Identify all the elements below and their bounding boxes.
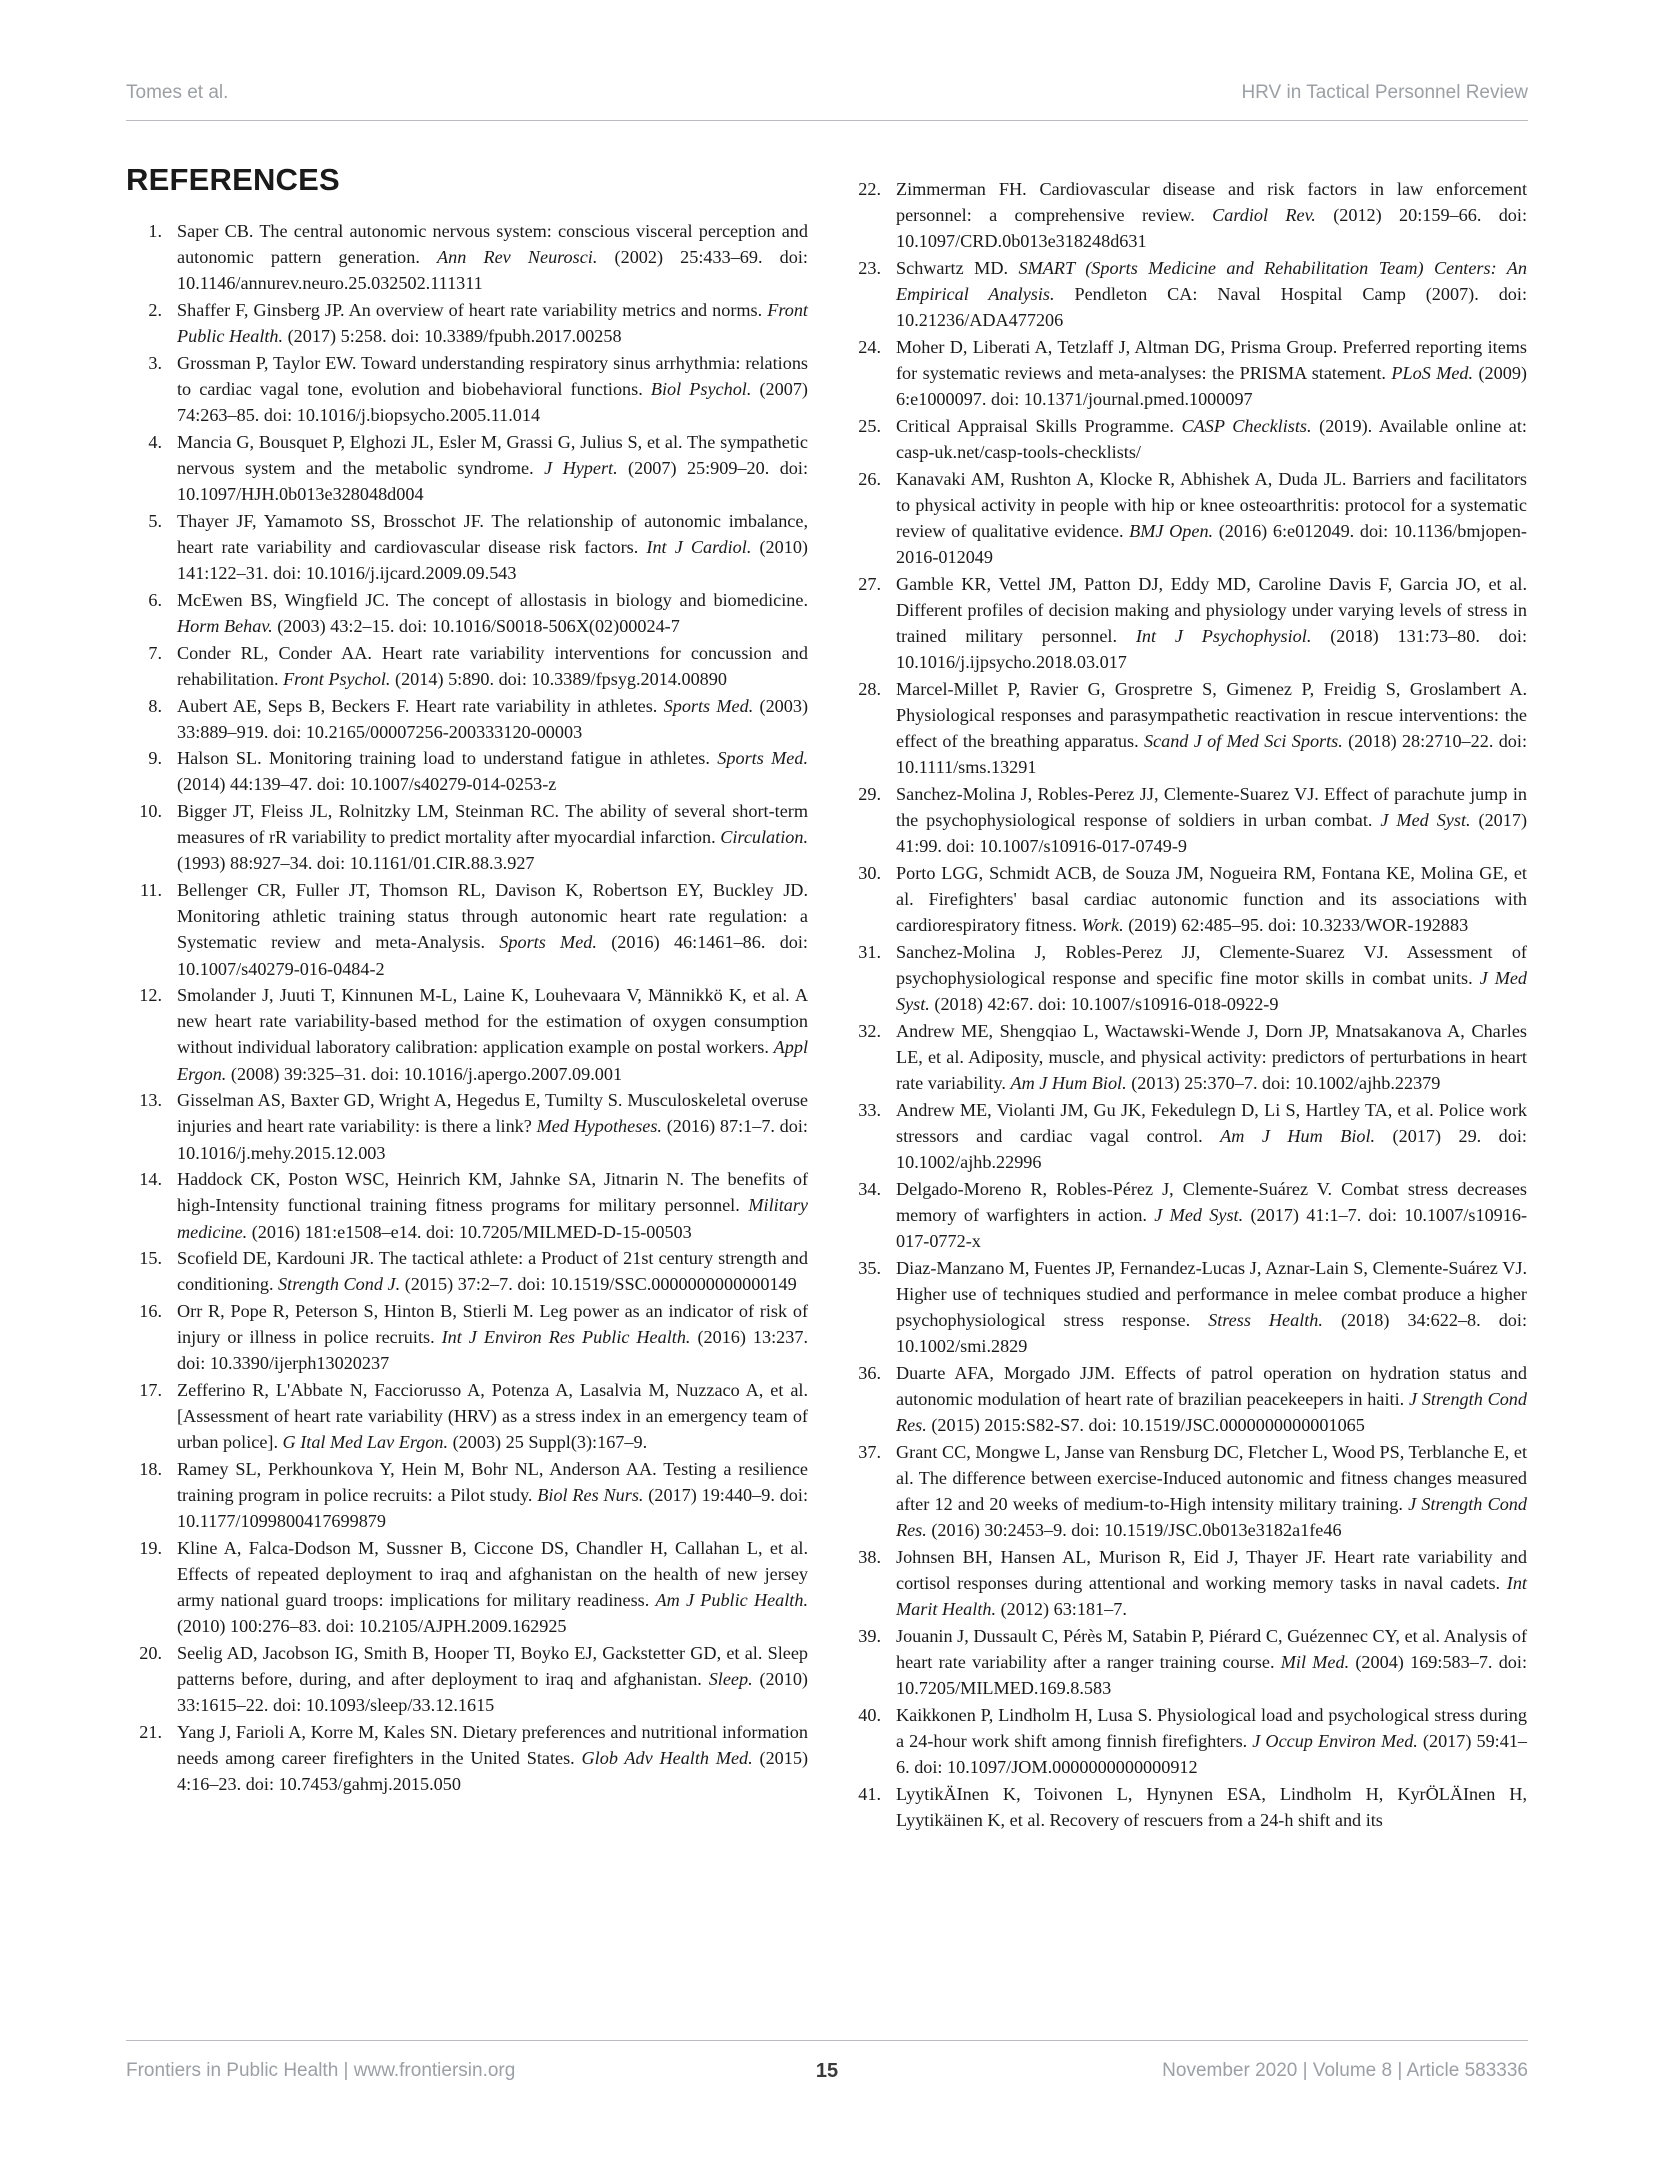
- reference-item: [126, 587, 808, 639]
- reference-item: [845, 676, 1527, 780]
- reference-journal: J Med Syst.: [896, 968, 1528, 1015]
- reference-number: 28.: [858, 678, 881, 699]
- header-authors: Tomes et al.: [126, 82, 229, 103]
- reference-body: Sanchez-Molina J, Robles-Perez JJ, Clemente-Suarez VJ. Effect of parachute jump in the psychophysiological response of soldiers in urban combat.: [896, 783, 1527, 831]
- reference-text: [896, 1176, 1527, 1254]
- reference-item: [845, 1623, 1527, 1701]
- reference-item: [126, 640, 808, 692]
- reference-details: (2017) 5:258. doi: 10.3389/fpubh.2017.00258: [283, 326, 622, 347]
- reference-item: [845, 1781, 1527, 1833]
- reference-details: (2004) 169:583–7. doi: 10.7205/MILMED.169.8.583: [896, 1651, 1527, 1699]
- reference-body: Schwartz MD.: [896, 257, 1019, 278]
- reference-journal: Sleep.: [708, 1669, 753, 1690]
- reference-item: [845, 1176, 1527, 1254]
- reference-body: Scofield DE, Kardouni JR. The tactical athlete: a Product of 21st century strength and conditioning.: [177, 1248, 808, 1295]
- reference-item: [845, 255, 1527, 333]
- reference-item: [845, 939, 1527, 1017]
- reference-number: 18.: [139, 1459, 162, 1480]
- reference-item: [126, 693, 808, 745]
- reference-number: 29.: [858, 783, 881, 804]
- reference-text: [177, 218, 808, 296]
- reference-number: 35.: [858, 1257, 881, 1278]
- reference-journal: Horm Behav.: [177, 615, 273, 636]
- reference-item: [845, 1544, 1527, 1622]
- reference-details: (2012) 20:159–66. doi: 10.1097/CRD.0b013e318248d631: [896, 205, 1528, 252]
- reference-item: [126, 429, 808, 507]
- reference-body: Porto LGG, Schmidt ACB, de Souza JM, Nogueira RM, Fontana KE, Molina GE, et al. Firefighters' basal cardiac autonomic function and its associations with cardiorespiratory fitness.: [896, 862, 1527, 936]
- reference-item: [845, 1255, 1527, 1359]
- running-footer: [126, 2056, 1528, 2086]
- reference-details: (2010) 100:276–83. doi: 10.2105/AJPH.2009.162925: [177, 1616, 567, 1637]
- reference-journal: J Occup Environ Med.: [1252, 1730, 1418, 1751]
- reference-journal: Am J Hum Biol.: [1220, 1125, 1376, 1146]
- reference-text: [177, 745, 808, 797]
- page-number: 15: [815, 2059, 839, 2082]
- reference-details: (2007) 74:263–85. doi: 10.1016/j.biopsycho.2005.11.014: [177, 378, 808, 426]
- reference-text: [177, 798, 808, 876]
- reference-journal: Front Public Health.: [177, 299, 808, 347]
- reference-details: (2012) 63:181–7.: [996, 1599, 1127, 1620]
- reference-journal: Appl Ergon.: [177, 1037, 808, 1084]
- reference-number: 14.: [139, 1169, 162, 1190]
- reference-item: [845, 466, 1527, 570]
- reference-text: [896, 176, 1527, 254]
- reference-item: [845, 1439, 1527, 1543]
- reference-text: [896, 1097, 1527, 1175]
- reference-body: Kanavaki AM, Rushton A, Klocke R, Abhishek A, Duda JL. Barriers and facilitators to physical activity in people with hip or knee osteoarthritis: protocol for a systematic review of qualitative evidence.: [896, 468, 1527, 541]
- reference-item: [126, 1377, 808, 1455]
- reference-body: Duarte AFA, Morgado JJM. Effects of patrol operation on hydration status and autonomic modulation of heart rate of brazilian peacekeepers in haiti.: [896, 1362, 1527, 1409]
- reference-body: Seelig AD, Jacobson IG, Smith B, Hooper TI, Boyko EJ, Gackstetter GD, et al. Sleep patterns before, during, and after deployment to iraq and afghanistan.: [177, 1643, 808, 1690]
- reference-text: [896, 1544, 1527, 1622]
- reference-journal: Work.: [1081, 915, 1124, 936]
- reference-text: [896, 1255, 1527, 1359]
- reference-item: [126, 1535, 808, 1639]
- reference-details: (2007) 25:909–20. doi: 10.1097/HJH.0b013e328048d004: [177, 457, 809, 504]
- reference-number: 39.: [858, 1625, 881, 1646]
- reference-journal: Am J Public Health.: [655, 1590, 808, 1611]
- reference-number: 15.: [139, 1248, 162, 1269]
- reference-number: 41.: [858, 1783, 881, 1804]
- reference-item: [126, 798, 808, 876]
- reference-details: (2015) 37:2–7. doi: 10.1519/SSC.0000000000000149: [400, 1274, 797, 1295]
- reference-body: Aubert AE, Seps B, Beckers F. Heart rate variability in athletes.: [177, 695, 664, 716]
- reference-number: 6.: [148, 589, 162, 610]
- reference-number: 32.: [858, 1020, 881, 1041]
- reference-journal: J Strength Cond Res.: [896, 1388, 1527, 1436]
- reference-journal: G Ital Med Lav Ergon.: [282, 1432, 449, 1453]
- reference-details: (2017) 19:440–9. doi: 10.1177/1099800417699879: [177, 1485, 809, 1532]
- reference-number: 1.: [148, 221, 162, 241]
- reference-details: (2003) 33:889–919. doi: 10.2165/00007256-200333120-00003: [177, 695, 808, 742]
- reference-details: (2003) 43:2–15. doi: 10.1016/S0018-506X(02)00024-7: [272, 615, 680, 636]
- reference-details: (2018) 28:2710–22. doi: 10.1111/sms.13291: [896, 731, 1528, 778]
- reference-item: [126, 745, 808, 797]
- header-rule: [126, 120, 1528, 121]
- reference-body: Moher D, Liberati A, Tetzlaff J, Altman DG, Prisma Group. Preferred reporting items for systematic reviews and meta-analyses: the PRISMA statement.: [896, 336, 1527, 384]
- reference-item: [126, 1087, 808, 1165]
- reference-number: 16.: [139, 1301, 162, 1322]
- reference-item: [845, 1018, 1527, 1096]
- reference-journal: Am J Hum Biol.: [1010, 1073, 1127, 1094]
- reference-text: [896, 1018, 1527, 1096]
- reference-item: [845, 334, 1527, 412]
- reference-text: [896, 781, 1527, 859]
- reference-body: McEwen BS, Wingfield JC. The concept of allostasis in biology and biomedicine.: [177, 589, 808, 610]
- reference-text: [896, 466, 1527, 570]
- section-title: REFERENCES: [126, 162, 340, 197]
- running-header: [126, 78, 1528, 108]
- reference-text: [177, 1719, 808, 1797]
- reference-body: Shaffer F, Ginsberg JP. An overview of heart rate variability metrics and norms.: [177, 299, 768, 320]
- references-column-right: [845, 176, 1527, 1834]
- reference-item: [845, 1097, 1527, 1175]
- reference-item: [845, 176, 1527, 254]
- reference-body: Conder RL, Conder AA. Heart rate variability interventions for concussion and rehabilitation.: [177, 642, 808, 689]
- reference-journal: Int Marit Health.: [896, 1572, 1527, 1620]
- reference-details: (2019) 62:485–95. doi: 10.3233/WOR-192883: [1123, 915, 1469, 936]
- reference-body: Zefferino R, L'Abbate N, Facciorusso A, Potenza A, Lasalvia M, Nuzzaco A, et al. [Assessment of heart rate variability (HRV) as a stress index in an emergency team of urban police].: [177, 1380, 808, 1453]
- reference-number: 11.: [139, 880, 162, 901]
- reference-item: [845, 781, 1527, 859]
- footer-journal: Frontiers in Public Health | www.frontiersin.org: [126, 2060, 516, 2081]
- reference-details: (1993) 88:927–34. doi: 10.1161/01.CIR.88.3.927: [177, 853, 535, 874]
- reference-body: Sanchez-Molina J, Robles-Perez JJ, Clemente-Suarez VJ. Assessment of psychophysiological response and specific fine motor skills in combat units.: [896, 941, 1527, 988]
- reference-body: Grant CC, Mongwe L, Janse van Rensburg DC, Fletcher L, Wood PS, Terblanche E, et al. The difference between exercise-Induced autonomic and fitness changes measured after 12 and 20 weeks of medium-to-High intensity military training.: [896, 1441, 1527, 1514]
- reference-text: [177, 429, 808, 507]
- reference-details: (2013) 25:370–7. doi: 10.1002/ajhb.22379: [1126, 1073, 1441, 1094]
- reference-text: [177, 693, 808, 745]
- reference-number: 38.: [858, 1546, 881, 1567]
- header-short-title: HRV in Tactical Personnel Review: [1241, 82, 1528, 103]
- reference-text: [177, 587, 808, 639]
- reference-number: 34.: [858, 1178, 881, 1199]
- reference-number: 40.: [858, 1704, 881, 1725]
- reference-body: Haddock CK, Poston WSC, Heinrich KM, Jahnke SA, Jitnarin N. The benefits of high-Intensity functional training fitness programs for military personnel.: [177, 1169, 808, 1216]
- reference-details: (2016) 30:2453–9. doi: 10.1519/JSC.0b013e3182a1fe46: [926, 1520, 1342, 1541]
- reference-number: 19.: [139, 1538, 162, 1559]
- reference-text: [896, 413, 1527, 465]
- reference-number: 13.: [139, 1090, 162, 1111]
- reference-item: [845, 1360, 1527, 1438]
- reference-details: (2019). Available online at: casp-uk.net/casp-tools-checklists/: [896, 415, 1527, 462]
- reference-body: Marcel-Millet P, Ravier G, Grospretre S, Gimenez P, Freidig S, Groslambert A. Physiological responses and parasympathetic reactivation in rescue interventions: the effect of the breathing apparatus.: [896, 678, 1527, 752]
- reference-text: [896, 334, 1527, 412]
- reference-text: [177, 640, 808, 692]
- reference-body: Delgado-Moreno R, Robles-Pérez J, Clemente-Suárez V. Combat stress decreases memory of warfighters in action.: [896, 1178, 1527, 1225]
- reference-details: (2018) 34:622–8. doi: 10.1002/smi.2829: [896, 1309, 1527, 1357]
- reference-details: (2010) 141:122–31. doi: 10.1016/j.ijcard.2009.09.543: [177, 536, 808, 583]
- reference-journal: Strength Cond J.: [278, 1274, 401, 1295]
- reference-item: [126, 218, 808, 296]
- reference-journal: Biol Res Nurs.: [537, 1485, 644, 1506]
- reference-body: LyytikÄInen K, Toivonen L, Hynynen ESA, Lindholm H, KyrÖLÄInen H, Lyytikäinen K, et al. Recovery of rescuers from a 24-h shift and its: [896, 1783, 1527, 1830]
- reference-number: 3.: [148, 352, 162, 373]
- reference-body: Diaz-Manzano M, Fuentes JP, Fernandez-Lucas J, Aznar-Lain S, Clemente-Suárez VJ. Higher use of techniques studied and performance in melee combat produce a higher psychophysiological stress response.: [896, 1257, 1527, 1330]
- reference-details: (2015) 4:16–23. doi: 10.7453/gahmj.2015.050: [177, 1748, 808, 1795]
- reference-journal: SMART (Sports Medicine and Rehabilitation Team) Centers: An Empirical Analysis.: [896, 257, 1527, 305]
- reference-journal: CASP Checklists.: [1181, 415, 1312, 436]
- reference-item: [845, 413, 1527, 465]
- reference-journal: Med Hypotheses.: [536, 1116, 662, 1137]
- reference-body: Andrew ME, Violanti JM, Gu JK, Fekedulegn D, Li S, Hartley TA, et al. Police work stressors and cardiac vagal control.: [896, 1099, 1527, 1146]
- reference-journal: Glob Adv Health Med.: [581, 1748, 753, 1769]
- reference-item: [126, 982, 808, 1086]
- reference-details: (2008) 39:325–31. doi: 10.1016/j.apergo.2007.09.001: [226, 1063, 623, 1084]
- reference-number: 10.: [139, 801, 162, 822]
- reference-text: [896, 1360, 1527, 1438]
- reference-details: (2017) 59:41–6. doi: 10.1097/JOM.0000000000000912: [896, 1730, 1528, 1777]
- reference-journal: Ann Rev Neurosci.: [437, 247, 598, 268]
- reference-journal: BMJ Open.: [1129, 520, 1214, 541]
- reference-number: 5.: [148, 510, 162, 531]
- reference-journal: Sports Med.: [499, 932, 597, 953]
- reference-number: 36.: [858, 1362, 881, 1383]
- reference-item: [845, 1702, 1527, 1780]
- reference-journal: J Hypert.: [544, 457, 618, 478]
- reference-journal: PLoS Med.: [1391, 363, 1474, 384]
- reference-number: 30.: [858, 862, 881, 883]
- reference-body: Halson SL. Monitoring training load to understand fatigue in athletes.: [177, 748, 718, 769]
- reference-journal: J Med Syst.: [1380, 810, 1471, 831]
- reference-body: Mancia G, Bousquet P, Elghozi JL, Esler M, Grassi G, Julius S, et al. The sympathetic nervous system and the metabolic syndrome.: [177, 431, 808, 478]
- reference-body: Smolander J, Juuti T, Kinnunen M-L, Laine K, Louhevaara V, Männikkö K, et al. A new heart rate variability-based method for the estimation of oxygen consumption without individual laboratory calibration: application example on postal workers.: [177, 985, 808, 1058]
- reference-number: 22.: [858, 179, 881, 199]
- reference-number: 4.: [148, 431, 162, 452]
- reference-body: Bigger JT, Fleiss JL, Rolnitzky LM, Steinman RC. The ability of several short-term measures of rR variability to predict mortality after myocardial infarction.: [177, 801, 808, 848]
- reference-journal: Mil Med.: [1280, 1651, 1350, 1672]
- reference-number: 27.: [858, 573, 881, 594]
- reference-text: [177, 297, 808, 349]
- reference-item: [126, 1245, 808, 1297]
- reference-body: Andrew ME, Shengqiao L, Wactawski-Wende J, Dorn JP, Mnatsakanova A, Charles LE, et al. Adiposity, muscle, and physical activity: predictors of perturbations in heart rate variability.: [896, 1020, 1527, 1094]
- reference-journal: Biol Psychol.: [650, 378, 752, 399]
- reference-body: Bellenger CR, Fuller JT, Thomson RL, Davison K, Robertson EY, Buckley JD. Monitoring athletic training status through autonomic heart rate regulation: a Systematic review and meta-Analysis.: [177, 880, 808, 953]
- reference-item: [126, 1719, 808, 1797]
- reference-number: 17.: [139, 1380, 162, 1401]
- reference-details: (2015) 2015:S82-S7. doi: 10.1519/JSC.0000000000001065: [926, 1415, 1365, 1436]
- reference-text: [896, 255, 1527, 333]
- reference-details: (2017) 29. doi: 10.1002/ajhb.22996: [896, 1125, 1527, 1173]
- reference-number: 7.: [148, 642, 162, 663]
- reference-journal: Int J Cardiol.: [646, 536, 752, 557]
- reference-details: (2017) 41:99. doi: 10.1007/s10916-017-0749-9: [896, 810, 1528, 857]
- reference-number: 9.: [148, 748, 162, 769]
- reference-journal: Front Psychol.: [283, 668, 391, 689]
- reference-details: (2003) 25 Suppl(3):167–9.: [448, 1432, 648, 1453]
- reference-text: [177, 1298, 808, 1376]
- reference-body: Kline A, Falca-Dodson M, Sussner B, Ciccone DS, Chandler H, Callahan L, et al. Effects of repeated deployment to iraq and afghanistan on the health of new jersey army national guard troops: implications for military readiness.: [177, 1538, 808, 1611]
- reference-details: (2016) 87:1–7. doi: 10.1016/j.mehy.2015.12.003: [177, 1116, 808, 1163]
- reference-body: Johnsen BH, Hansen AL, Murison R, Eid J, Thayer JF. Heart rate variability and cortisol responses during attentional and working memory tasks in naval cadets.: [896, 1546, 1527, 1593]
- references-column-left: [126, 218, 808, 1798]
- reference-text: [177, 1456, 808, 1534]
- reference-details: (2017) 41:1–7. doi: 10.1007/s10916-017-0772-x: [896, 1204, 1528, 1251]
- reference-details: (2016) 181:e1508–e14. doi: 10.7205/MILMED-D-15-00503: [247, 1221, 692, 1242]
- reference-text: [896, 860, 1527, 938]
- reference-text: [896, 1781, 1527, 1833]
- reference-details: (2016) 46:1461–86. doi: 10.1007/s40279-016-0484-2: [177, 932, 808, 979]
- reference-body: Kaikkonen P, Lindholm H, Lusa S. Physiological load and psychological stress during a 24-hour work shift among finnish firefighters.: [896, 1704, 1527, 1751]
- reference-details: (2016) 13:237. doi: 10.3390/ijerph13020237: [177, 1327, 808, 1374]
- reference-number: 23.: [858, 257, 881, 278]
- reference-journal: Int J Psychophysiol.: [1135, 626, 1312, 647]
- reference-text: [177, 877, 808, 981]
- reference-item: [126, 877, 808, 981]
- reference-journal: Scand J of Med Sci Sports.: [1143, 731, 1343, 752]
- reference-details: (2018) 42:67. doi: 10.1007/s10916-018-0922-9: [929, 994, 1279, 1015]
- reference-text: [896, 1439, 1527, 1543]
- reference-text: [177, 1087, 808, 1165]
- reference-body: Saper CB. The central autonomic nervous system: conscious visceral perception and autonomic pattern generation.: [177, 221, 808, 268]
- reference-text: [896, 1623, 1527, 1701]
- reference-item: [845, 860, 1527, 938]
- reference-details: (2016) 6:e012049. doi: 10.1136/bmjopen-2016-012049: [896, 520, 1527, 568]
- reference-number: 20.: [139, 1643, 162, 1664]
- reference-journal: Cardiol Rev.: [1212, 205, 1316, 226]
- reference-journal: Military medicine.: [177, 1195, 808, 1242]
- reference-body: Gamble KR, Vettel JM, Patton DJ, Eddy MD, Caroline Davis F, Garcia JO, et al. Different profiles of decision making and physiology under varying levels of stress in trained military personnel.: [896, 573, 1527, 647]
- reference-text: [177, 508, 808, 586]
- reference-details: (2002) 25:433–69. doi: 10.1146/annurev.neuro.25.032502.111311: [177, 247, 808, 294]
- reference-journal: J Med Syst.: [1154, 1204, 1244, 1225]
- reference-details: (2014) 44:139–47. doi: 10.1007/s40279-014-0253-z: [177, 774, 557, 795]
- reference-number: 33.: [858, 1099, 881, 1120]
- reference-journal: Int J Environ Res Public Health.: [441, 1327, 691, 1348]
- reference-item: [126, 350, 808, 428]
- reference-details: (2010) 33:1615–22. doi: 10.1093/sleep/33.12.1615: [177, 1669, 808, 1716]
- reference-body: Critical Appraisal Skills Programme.: [896, 415, 1182, 436]
- reference-body: Zimmerman FH. Cardiovascular disease and risk factors in law enforcement personnel: a comprehensive review.: [896, 179, 1527, 226]
- reference-text: [896, 1702, 1527, 1780]
- reference-body: Yang J, Farioli A, Korre M, Kales SN. Dietary preferences and nutritional information needs among career firefighters in the United States.: [177, 1722, 808, 1769]
- reference-journal: Sports Med.: [663, 695, 754, 716]
- reference-journal: Sports Med.: [717, 748, 808, 769]
- reference-text: [177, 350, 808, 428]
- reference-text: [896, 571, 1527, 675]
- reference-number: 12.: [139, 985, 162, 1006]
- reference-details: Pendleton CA: Naval Hospital Camp (2007). doi: 10.21236/ADA477206: [896, 284, 1527, 331]
- reference-number: 37.: [858, 1441, 881, 1462]
- reference-number: 8.: [148, 695, 162, 716]
- reference-text: [177, 1245, 808, 1297]
- reference-body: Gisselman AS, Baxter GD, Wright A, Hegedus E, Tumilty S. Musculoskeletal overuse injuries and heart rate variability: is there a link?: [177, 1090, 808, 1137]
- reference-item: [845, 571, 1527, 675]
- reference-number: 21.: [139, 1722, 162, 1743]
- footer-issue: November 2020 | Volume 8 | Article 583336: [1162, 2060, 1528, 2081]
- reference-body: Jouanin J, Dussault C, Pérès M, Satabin P, Piérard C, Guézennec CY, et al. Analysis of heart rate variability after a ranger training course.: [896, 1625, 1527, 1672]
- reference-item: [126, 1298, 808, 1376]
- reference-details: (2014) 5:890. doi: 10.3389/fpsyg.2014.00890: [390, 668, 727, 689]
- reference-text: [177, 1640, 808, 1718]
- reference-item: [126, 508, 808, 586]
- reference-item: [126, 297, 808, 349]
- reference-body: Orr R, Pope R, Peterson S, Hinton B, Stierli M. Leg power as an indicator of risk of injury or illness in police recruits.: [177, 1301, 808, 1348]
- reference-journal: J Strength Cond Res.: [896, 1494, 1527, 1541]
- reference-text: [177, 1166, 808, 1244]
- reference-text: [177, 982, 808, 1086]
- reference-journal: Circulation.: [720, 827, 808, 848]
- reference-number: 26.: [858, 468, 881, 489]
- reference-item: [126, 1456, 808, 1534]
- footer-rule: [126, 2040, 1528, 2041]
- reference-text: [896, 939, 1527, 1017]
- reference-item: [126, 1640, 808, 1718]
- reference-body: Grossman P, Taylor EW. Toward understanding respiratory sinus arrhythmia: relations to cardiac vagal tone, evolution and biobehavioral functions.: [177, 352, 808, 399]
- reference-number: 25.: [858, 415, 881, 436]
- reference-text: [177, 1377, 808, 1455]
- reference-number: 2.: [148, 299, 162, 320]
- reference-number: 24.: [858, 336, 881, 357]
- reference-body: Thayer JF, Yamamoto SS, Brosschot JF. The relationship of autonomic imbalance, heart rate variability and cardiovascular disease risk factors.: [177, 510, 808, 557]
- reference-details: (2009) 6:e1000097. doi: 10.1371/journal.pmed.1000097: [896, 363, 1527, 410]
- reference-text: [896, 676, 1527, 780]
- reference-number: 31.: [858, 941, 881, 962]
- reference-journal: Stress Health.: [1208, 1309, 1323, 1330]
- reference-body: Ramey SL, Perkhounkova Y, Hein M, Bohr NL, Anderson AA. Testing a resilience training program in police recruits: a Pilot study.: [177, 1459, 808, 1506]
- reference-text: [177, 1535, 808, 1639]
- reference-details: (2018) 131:73–80. doi: 10.1016/j.ijpsycho.2018.03.017: [896, 626, 1527, 673]
- reference-item: [126, 1166, 808, 1244]
